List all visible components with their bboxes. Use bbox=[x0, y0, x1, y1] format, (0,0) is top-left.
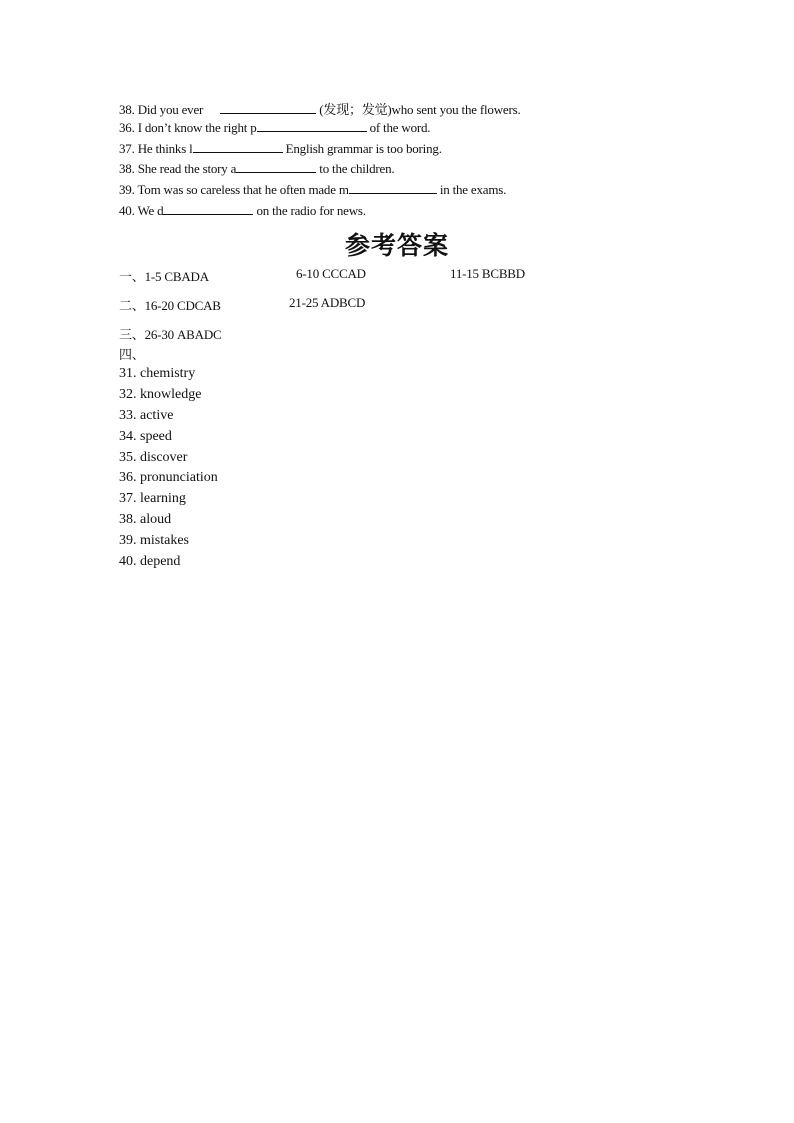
list-item: 36. pronunciation bbox=[119, 470, 218, 486]
list-item: 32. knowledge bbox=[119, 386, 202, 402]
question-text: 37. He thinks l bbox=[119, 141, 193, 156]
question-text: of the word. bbox=[369, 120, 431, 135]
question-39 bbox=[119, 182, 506, 198]
question-text: (发现；发觉)who sent you the flowers. bbox=[319, 102, 521, 117]
answer-row-3 bbox=[119, 324, 222, 343]
list-item: 34. speed bbox=[119, 428, 172, 444]
question-38-discover bbox=[119, 99, 521, 118]
list-item: 35. discover bbox=[119, 449, 188, 465]
answer-group: 1-5 CBADA bbox=[144, 269, 209, 284]
question-text: 39. Tom was so careless that he often made m bbox=[119, 182, 349, 197]
answer-blank bbox=[236, 161, 316, 173]
question-text: 38. She read the story a bbox=[119, 161, 237, 176]
question-text: in the exams. bbox=[439, 182, 507, 197]
list-item: 37. learning bbox=[119, 491, 186, 507]
list-item: 31. chemistry bbox=[119, 366, 196, 381]
word-answer-list bbox=[119, 364, 218, 573]
answer-row-1 bbox=[119, 266, 209, 285]
list-item: 39. mistakes bbox=[119, 533, 189, 549]
list-item: 40. depend bbox=[119, 554, 181, 570]
answer-group: 11-15 BCBBD bbox=[450, 266, 525, 281]
answer-blank bbox=[193, 141, 283, 153]
list-item: 33. active bbox=[119, 407, 174, 423]
answer-blank bbox=[349, 182, 437, 194]
question-text: 40. We d bbox=[119, 203, 164, 218]
question-text: English grammar is too boring. bbox=[285, 141, 442, 156]
question-text: 38. Did you ever bbox=[119, 102, 204, 117]
answer-row-4 bbox=[119, 344, 145, 363]
answer-blank bbox=[220, 102, 316, 114]
question-40 bbox=[119, 203, 366, 219]
question-38 bbox=[119, 161, 394, 177]
answer-row-2 bbox=[119, 295, 221, 314]
answer-group: 21-25 ADBCD bbox=[289, 295, 366, 310]
section-label: 一、 bbox=[119, 269, 145, 284]
answer-group: 26-30 ABADC bbox=[144, 327, 222, 342]
question-text: to the children. bbox=[319, 161, 395, 176]
list-item: 38. aloud bbox=[119, 512, 172, 528]
section-label: 三、 bbox=[119, 327, 145, 342]
answer-blank bbox=[257, 120, 367, 132]
answer-blank bbox=[163, 203, 253, 215]
answer-group: 6-10 CCCAD bbox=[296, 266, 366, 281]
section-label: 四、 bbox=[119, 347, 145, 362]
answer-group: 16-20 CDCAB bbox=[144, 298, 221, 313]
question-36 bbox=[119, 120, 430, 136]
question-37 bbox=[119, 141, 442, 157]
question-text: 36. I don’t know the right p bbox=[119, 120, 257, 135]
answer-key-title: 参考答案 bbox=[344, 231, 449, 260]
section-label: 二、 bbox=[119, 298, 145, 313]
question-text: on the radio for news. bbox=[256, 203, 366, 218]
